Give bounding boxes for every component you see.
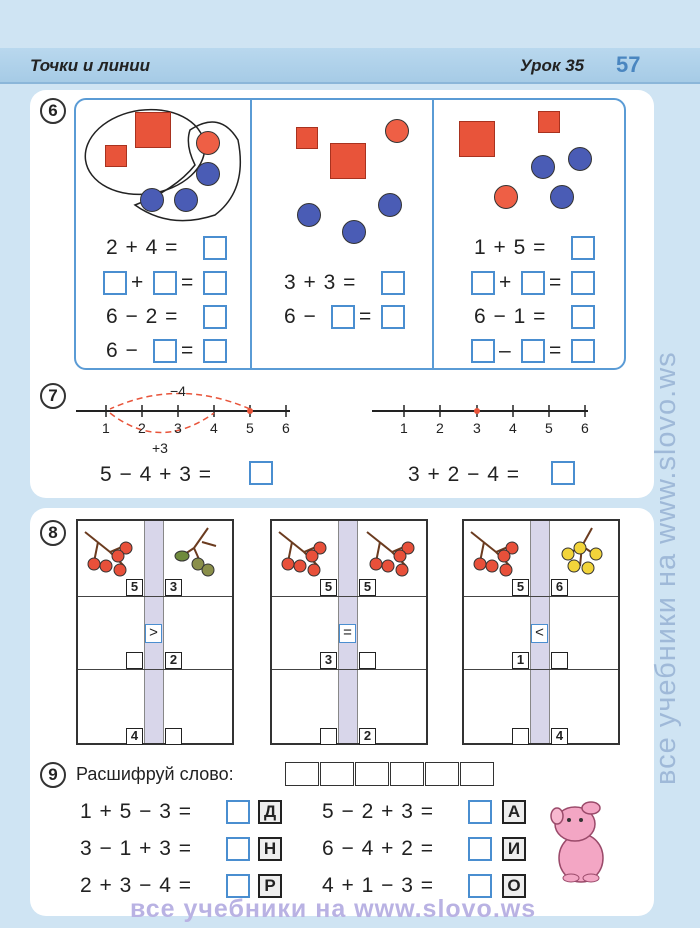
tick-label: 3 — [174, 420, 182, 436]
word-letter-slot[interactable] — [390, 762, 424, 786]
arc-label-minus: −4 — [170, 383, 186, 399]
piglet-illustration — [545, 800, 615, 885]
topic-title: Точки и линии — [30, 56, 151, 75]
page-number: 57 — [616, 52, 641, 77]
equation: 6 − 1 = — [474, 305, 547, 328]
equation: 6 − — [106, 339, 139, 362]
operator: = — [181, 271, 195, 294]
task-6-number: 6 — [40, 98, 66, 124]
tick-label: 1 — [102, 420, 110, 436]
tick-label: 4 — [509, 420, 517, 436]
number-box: 5 — [126, 579, 143, 596]
tick-label: 2 — [138, 420, 146, 436]
number-box[interactable] — [320, 728, 337, 745]
number-box[interactable] — [165, 728, 182, 745]
grid-line — [464, 596, 618, 597]
grid-line — [78, 596, 232, 597]
berry-branch-red-icon — [274, 524, 334, 579]
word-letter-slot[interactable] — [320, 762, 354, 786]
berry-branch-red-icon — [466, 524, 526, 579]
number-box: 3 — [165, 579, 182, 596]
task-8-number: 8 — [40, 520, 66, 546]
operator: = — [359, 305, 373, 328]
equation: 1 + 5 = — [474, 236, 547, 259]
equation: 3 + 3 = — [284, 271, 357, 294]
number-box: 4 — [551, 728, 568, 745]
equation: 2 + 3 − 4 = — [80, 874, 193, 897]
tick-label: 3 — [473, 420, 481, 436]
operator: + — [131, 271, 145, 294]
tick-label: 1 — [400, 420, 408, 436]
arc-label-plus: +3 — [152, 440, 168, 456]
cipher-letter: И — [502, 837, 526, 861]
number-box: 2 — [165, 652, 182, 669]
cipher-letter: А — [502, 800, 526, 824]
equation: 2 + 4 = — [106, 236, 179, 259]
word-letter-slot[interactable] — [425, 762, 459, 786]
number-box: 3 — [320, 652, 337, 669]
answer-box[interactable] — [226, 837, 250, 861]
equation: 6 − 2 = — [106, 305, 179, 328]
equation: 5 − 4 + 3 = — [100, 463, 213, 486]
operator: + — [499, 271, 513, 294]
cipher-letter: Р — [258, 874, 282, 898]
number-box: 5 — [512, 579, 529, 596]
number-box: 6 — [551, 579, 568, 596]
equation: 5 − 2 + 3 = — [322, 800, 435, 823]
berry-branch-red-icon — [80, 524, 140, 579]
task-9-number: 9 — [40, 762, 66, 788]
comparison-sign: = — [339, 624, 356, 643]
cipher-letter: Д — [258, 800, 282, 824]
number-box: 2 — [359, 728, 376, 745]
number-box[interactable] — [551, 652, 568, 669]
task-7-number: 7 — [40, 383, 66, 409]
cipher-letter: О — [502, 874, 526, 898]
answer-box[interactable] — [468, 800, 492, 824]
number-box: 4 — [126, 728, 143, 745]
answer-box[interactable] — [468, 837, 492, 861]
number-box: 5 — [320, 579, 337, 596]
word-letter-slot[interactable] — [355, 762, 389, 786]
equation: 3 − 1 + 3 = — [80, 837, 193, 860]
number-box[interactable] — [512, 728, 529, 745]
answer-box[interactable] — [226, 800, 250, 824]
operator: = — [181, 339, 195, 362]
berry-branch-yellow-icon — [554, 524, 614, 579]
grid-line — [78, 669, 232, 670]
grid-line — [464, 669, 618, 670]
tick-label: 5 — [545, 420, 553, 436]
word-letter-slot[interactable] — [460, 762, 494, 786]
grid-line — [272, 596, 426, 597]
number-box: 1 — [512, 652, 529, 669]
berry-branch-green-icon — [168, 524, 228, 579]
tick-label: 6 — [282, 420, 290, 436]
operator: = — [549, 271, 563, 294]
tick-label: 6 — [581, 420, 589, 436]
tick-label: 2 — [436, 420, 444, 436]
lesson-label: Урок 35 — [520, 56, 585, 75]
operator: – — [499, 339, 512, 362]
operator: = — [549, 339, 563, 362]
number-box: 5 — [359, 579, 376, 596]
number-box[interactable] — [359, 652, 376, 669]
bottom-watermark: все учебники на www.slovo.ws — [130, 895, 537, 923]
grid-line — [272, 669, 426, 670]
word-letter-slot[interactable] — [285, 762, 319, 786]
answer-box[interactable] — [249, 461, 273, 485]
berry-branch-red-icon — [362, 524, 422, 579]
comparison-sign: < — [531, 624, 548, 643]
equation: 1 + 5 − 3 = — [80, 800, 193, 823]
answer-box[interactable] — [551, 461, 575, 485]
comparison-sign: > — [145, 624, 162, 643]
vertical-watermark: все учебники на www.slovo.ws — [650, 351, 682, 785]
cipher-letter: Н — [258, 837, 282, 861]
tick-label: 4 — [210, 420, 218, 436]
number-box[interactable] — [126, 652, 143, 669]
tick-label: 5 — [246, 420, 254, 436]
equation: 3 + 2 − 4 = — [408, 463, 521, 486]
task-9-prompt: Расшифруй слово: — [76, 764, 234, 784]
equation: 6 − 4 + 2 = — [322, 837, 435, 860]
equation: 4 + 1 − 3 = — [322, 874, 435, 897]
equation: 6 − — [284, 305, 317, 328]
